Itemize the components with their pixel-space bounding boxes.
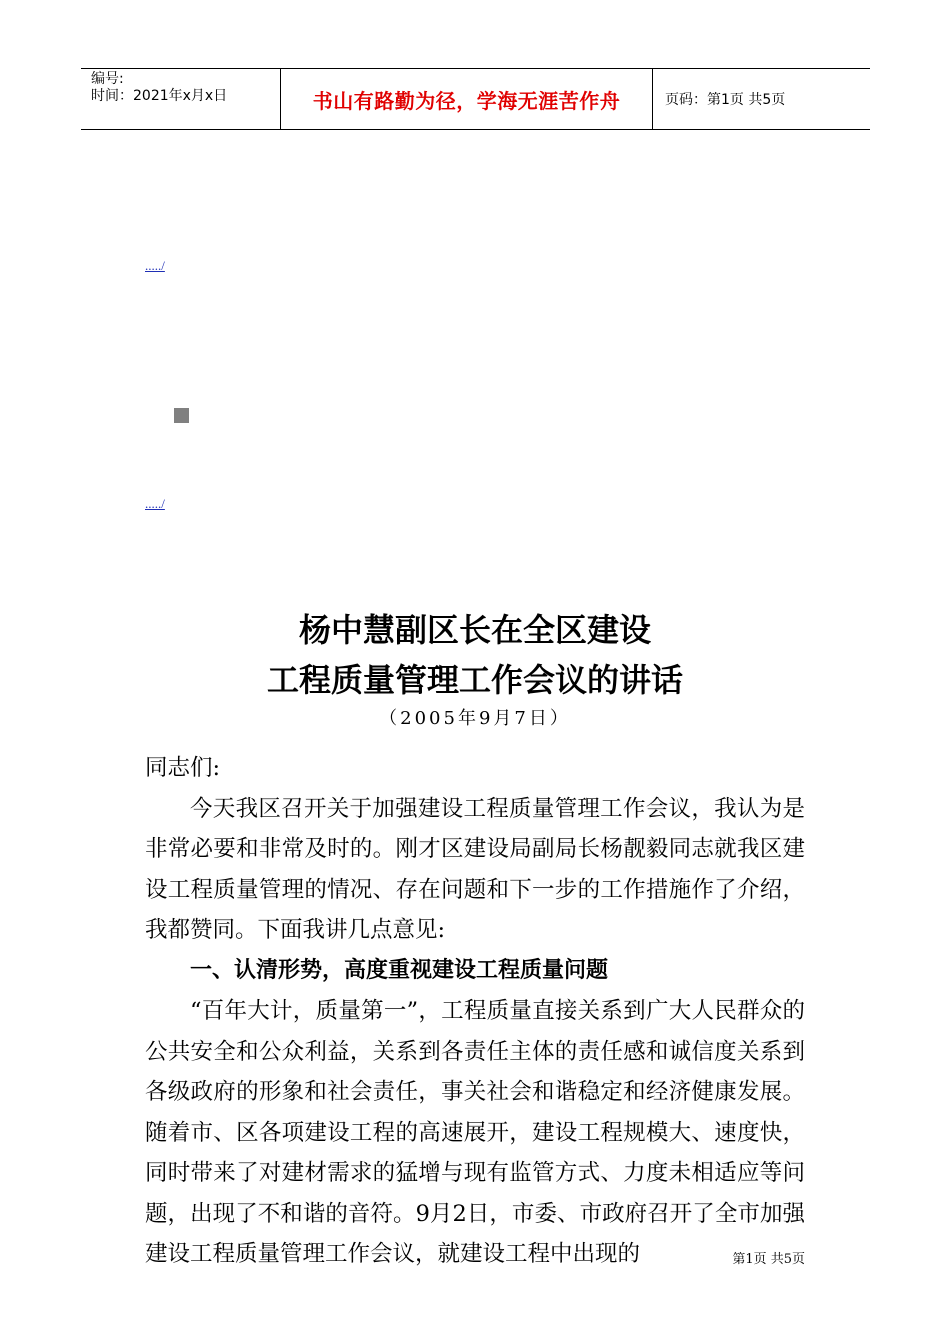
section-heading-1: 一、认清形势，高度重视建设工程质量问题	[190, 957, 609, 983]
title-line-1: 杨中慧副区长在全区建设	[298, 611, 651, 649]
header-page-info: 页码：第1页 共5页	[665, 92, 786, 108]
number-label: 编号:	[91, 71, 124, 87]
speech-body	[145, 748, 805, 1275]
header-meta	[81, 69, 281, 129]
speech-date: （2005年9月7日）	[379, 708, 571, 729]
link-bottom[interactable]: ...../	[145, 496, 165, 511]
link-top[interactable]: ...../	[145, 258, 165, 273]
title-line-2: 工程质量管理工作会议的讲话	[266, 661, 683, 699]
square-icon	[174, 408, 189, 423]
time-label: 时间：2021年x月x日	[91, 88, 228, 104]
paragraph-2: “百年大计，质量第一”，工程质量直接关系到广大人民群众的公共安全和公众利益，关系到各责任主体的责任感和诚信度关系到各级政府的形象和社会责任，事关社会和谐稳定和经济健康发展。随着市、区各项建设工程的高速展开，建设工程规模大、速度快，同时带来了对建材需求的猛增与现有监管方式、力度未相适应等问题，出现了不和谐的音符。9月2日，市委、市政府召开了全市加强建设工程质量管理工作会议，就建设工程中出现的	[145, 998, 805, 1267]
page-footer: 第1页 共5页	[732, 1252, 805, 1267]
header-motto: 书山有路勤为径，学海无涯苦作舟	[281, 69, 653, 129]
salutation: 同志们:	[145, 755, 221, 781]
page-header	[81, 68, 870, 130]
paragraph-1: 今天我区召开关于加强建设工程质量管理工作会议，我认为是非常必要和非常及时的。刚才区建设局副局长杨靓毅同志就我区建设工程质量管理的情况、存在问题和下一步的工作措施作了介绍，我都赞同。下面我讲几点意见:	[145, 795, 805, 943]
